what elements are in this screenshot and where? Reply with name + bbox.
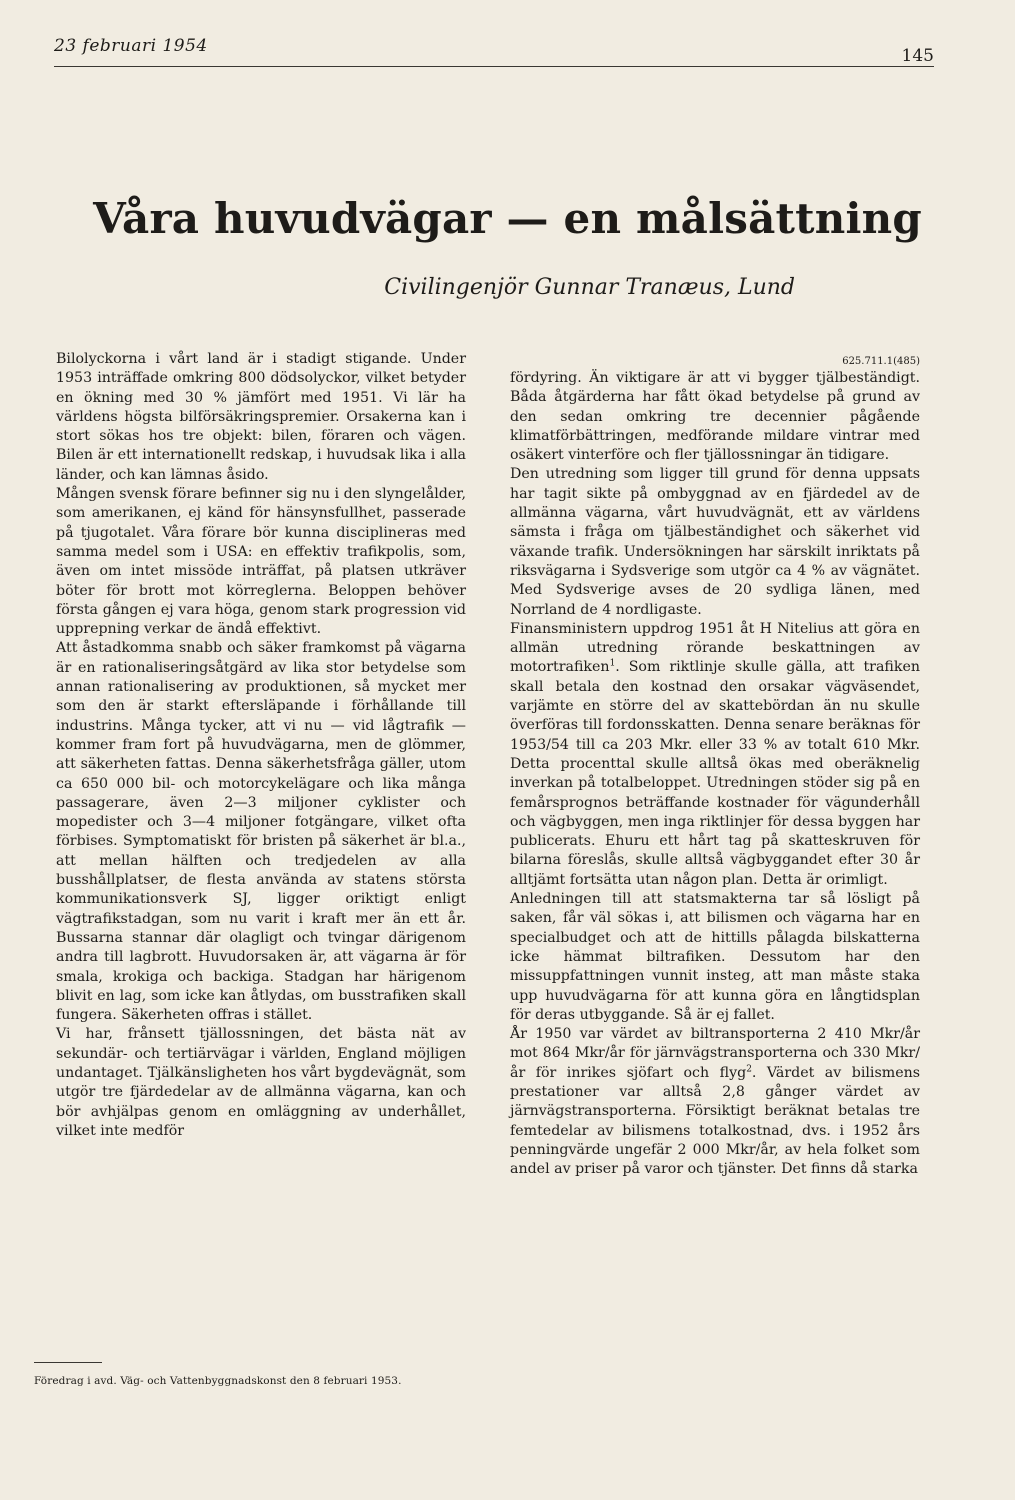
article-title: Våra huvudvägar — en målsättning	[93, 194, 922, 243]
page-number: 145	[901, 46, 934, 66]
footnote-ref: 1	[609, 658, 616, 669]
paragraph	[510, 1025, 920, 1179]
paragraph: Vi har, frånsett tjällossningen, det bästa nät av sekundär- och tertiärvägar i världen, England möjligen undantaget. Tjälkänsligheten hos vårt bygdevägnät, som utgör tre fjärdedelar av de allmänna vägarna, kan och bör avhjälpas genom en omläggning av underhållet, vilket inte medför	[56, 1026, 466, 1139]
right-column	[510, 355, 920, 1179]
footnote-ref: 2	[746, 1063, 752, 1074]
paragraph	[510, 620, 920, 890]
header-rule	[54, 66, 934, 67]
text-run: . Som riktlinje skulle gälla, att trafiken skall betala den kostnad den orsakar vägväsendet, varjämte en större del av skattebördan än nu skulle överföras till fordonsskatten. Denna senare beräknas för 1953/54 till ca 203 Mkr. eller 33 % av totalt 610 Mkr. Detta procenttal skulle alltså ökas med oberäknelig inverkan på totalbeloppet. Utredningen stöder sig på en femårsprognos beträffande kostnader för vägunderhåll och vägbyggen, men inga riktlinjer för dessa byggen har publicerats. Ehuru ett hårt tag på skatteskruven för bilarna föreslås, skulle alltså vägbyggandet efter 30 år alltjämt fortsätta utan någon plan. Detta är orimligt.	[510, 659, 920, 888]
left-column	[56, 350, 466, 1141]
paragraph: Att åstadkomma snabb och säker framkomst på vägarna är en rationaliseringsåtgärd av lika stor betydelse som annan rationalisering av produktionen, så mycket mer som den är starkt eftersläpande i förhållande till industrins. Många tycker, att vi nu — vid lågtrafik — kommer fram fort på huvudvägarna, men de glömmer, att säkerheten fattas. Denna säkerhetsfråga gäller, utom ca 650 000 bil- och motorcykelägare och lika många passagerare, även 2—3 miljoner cyklister och mopedister och 3—4 miljoner fotgängare, vilket ofta förbises. Symptomatiskt för bristen på säkerhet är bl.a., att mellan hälften och tredjedelen av alla busshållplatser, de flesta använda av statens största kommunikationsverk SJ, ligger oriktigt enligt vägtrafikstadgan, som nu varit i kraft mer än ett år. Bussarna stannar där olagligt och tvingar därigenom andra till lagbrott. Huvudorsaken är, att vägarna är för smala, krokiga och backiga. Stadgan har härigenom blivit en lag, som icke kan åtlydas, om busstrafiken skall fungera. Säkerheten offras i stället.	[56, 640, 466, 1024]
footnote: Föredrag i avd. Väg- och Vattenbyggnadskonst den 8 februari 1953.	[34, 1375, 402, 1387]
text-run: Finansministern uppdrog 1951 åt H Nitelius att göra en allmän utredning rörande beskattningen av motortrafiken	[510, 620, 920, 676]
footnote-rule	[34, 1362, 102, 1363]
issue-date: 23 februari 1954	[54, 36, 208, 56]
paragraph: Den utredning som ligger till grund för denna uppsats har tagit sikte på ombyggnad av en fjärdedel av de allmänna vägarna, vårt huvudvägnät, ett av världens sämsta i fråga om tjälbeständighet och säkerhet vid växande trafik. Undersökningen har särskilt inriktats på riksvägarna i Sydsverige som utgör ca 4 % av vägnätet. Med Sydsverige avses de 20 sydliga länen, med Norrland de 4 nordligaste.	[510, 466, 920, 618]
paragraph: Mången svensk förare befinner sig nu i den slyngelålder, som amerikanen, ej känd för hänsynsfullhet, passerade på tjugotalet. Våra förare bör kunna disciplineras med samma medel som i USA: en effektiv trafikpolis, som, även om intet missöde inträffat, på platsen utkräver böter för brott mot körreglerna. Beloppen behöver första gången ej vara höga, genom stark progression vid upprepning verkar de ändå effektivt.	[56, 486, 466, 638]
paragraph: fördyring. Än viktigare är att vi bygger tjälbeständigt. Båda åtgärderna har fått ökad betydelse på grund av den sedan omkring tre decennier pågående klimatförbättringen, medförande mildare vintrar med osäkert vinterföre och fler tjällossningar än tidigare.	[510, 370, 920, 464]
article-byline: Civilingenjör Gunnar Tranæus, Lund	[384, 275, 795, 300]
paragraph: Anledningen till att statsmakterna tar så lösligt på saken, får väl sökas i, att bilismen och vägarna har en specialbudget och att de hittills pålagda bilskatterna icke hämmat biltrafiken. Dessutom har den missuppfattningen vunnit insteg, att man måste staka upp huvudvägarna för att kunna göra en långtidsplan för deras utbyggande. Så är ej fallet.	[510, 891, 920, 1023]
running-head	[54, 36, 934, 70]
classification-code: 625.711.1(485)	[842, 356, 920, 367]
text-run: År 1950 var värdet av biltransporterna 2 410 Mkr/år mot 864 Mkr/år för järnvägstransporterna och 330 Mkr/år för inrikes sjöfart och flyg	[510, 1026, 920, 1081]
text-run: . Värdet av bilismens prestationer var alltså 2,8 gånger värdet av järnvägstransporterna. Försiktigt beräknat betalas tre femtedelar av bilismens totalkostnad, dvs. i 1952 års penningvärde ungefär 2 000 Mkr/år, av hela folket som andel av priser på varor och tjänster. Det finns då starka	[510, 1064, 921, 1178]
paragraph: Bilolyckorna i vårt land är i stadigt stigande. Under 1953 inträffade omkring 800 dödsolyckor, vilket betyder en ökning med 30 % jämfört med 1951. Vi lär ha världens högsta bilförsäkringspremier. Orsakerna kan i stort sökas hos tre objekt: bilen, föraren och vägen. Bilen är ett internationellt redskap, i huvudsak lika i alla länder, och kan lämnas åsido.	[56, 351, 466, 483]
